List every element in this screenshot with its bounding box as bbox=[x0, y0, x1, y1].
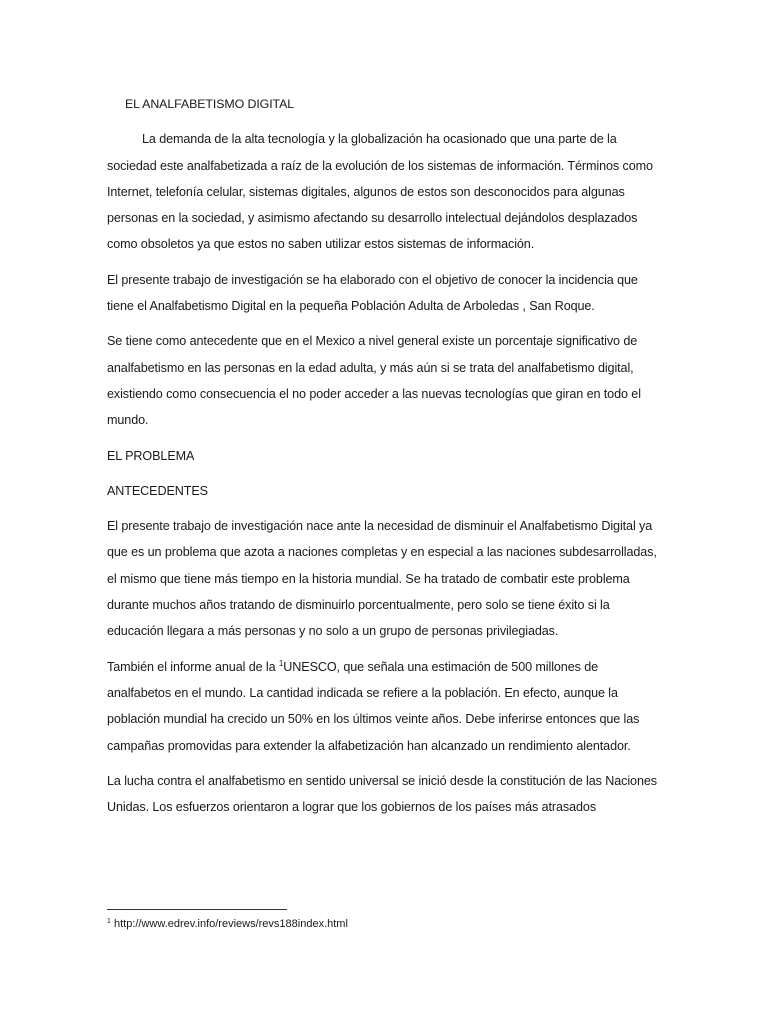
paragraph-unesco bbox=[107, 654, 663, 759]
footnote-separator bbox=[107, 909, 287, 910]
footnote-number: 1 bbox=[107, 918, 111, 925]
section-heading-problem: EL PROBLEMA bbox=[107, 448, 195, 463]
document-body bbox=[107, 91, 663, 829]
paragraph-intro: La demanda de la alta tecnología y la globalización ha ocasionado que una parte de la sociedad este analfabetizada a raíz de la evolución de los sistemas de información. Términos como Internet, telefonía celular, sistemas digitales, algunos de estos son desconocidos para algunas personas en la sociedad, y asimismo afectando su desarrollo intelectual dejándolos desplazados como obsoletos ya que estos no saben utilizar estos sistemas de información. bbox=[107, 132, 653, 252]
paragraph-unesco-rest: UNESCO, que señala una estimación de 500 millones de analfabetos en el mundo. La cantidad indicada se refiere a la población. En efecto, aunque la población mundial ha crecido un 50% en los últimos veinte años. Debe inferirse entonces que las campañas promovidas para extender la alfabetización han alcanzado un rendimiento alentador. bbox=[107, 659, 640, 753]
paragraph-unesco-start: También el informe anual de la bbox=[107, 659, 279, 674]
paragraph-united-nations: La lucha contra el analfabetismo en sentido universal se inició desde la constitución de las Naciones Unidas. Los esfuerzos orientaron a lograr que los gobiernos de los países más atrasados bbox=[107, 773, 657, 815]
paragraph-background: Se tiene como antecedente que en el Mexico a nivel general existe un porcentaje significativo de analfabetismo en las personas en la edad adulta, y más aún si se trata del analfabetismo digital, existiendo como consecuencia el no poder acceder a las nuevas tecnologías que giran en todo el mundo. bbox=[107, 334, 641, 428]
footnote-reference[interactable]: 1 bbox=[278, 658, 284, 668]
footnote-url: http://www.edrev.info/reviews/revs188index.html bbox=[110, 918, 348, 930]
footnote bbox=[107, 917, 348, 931]
document-title: EL ANALFABETISMO DIGITAL bbox=[125, 97, 295, 111]
paragraph-antecedents: El presente trabajo de investigación nace ante la necesidad de disminuir el Analfabetismo Digital ya que es un problema que azota a naciones completas y en especial a las naciones subdesarrolladas, el mismo que tiene más tiempo en la historia mundial. Se ha tratado de combatir este problema durante muchos años tratando de disminuirlo porcentualmente, pero solo se tiene éxito si la educación llegara a más personas y no solo a un grupo de personas privilegiadas. bbox=[107, 519, 657, 639]
paragraph-objective: El presente trabajo de investigación se ha elaborado con el objetivo de conocer la incidencia que tiene el Analfabetismo Digital en la pequeña Población Adulta de Arboledas , San Roque. bbox=[107, 272, 638, 314]
section-heading-antecedents: ANTECEDENTES bbox=[107, 483, 208, 498]
